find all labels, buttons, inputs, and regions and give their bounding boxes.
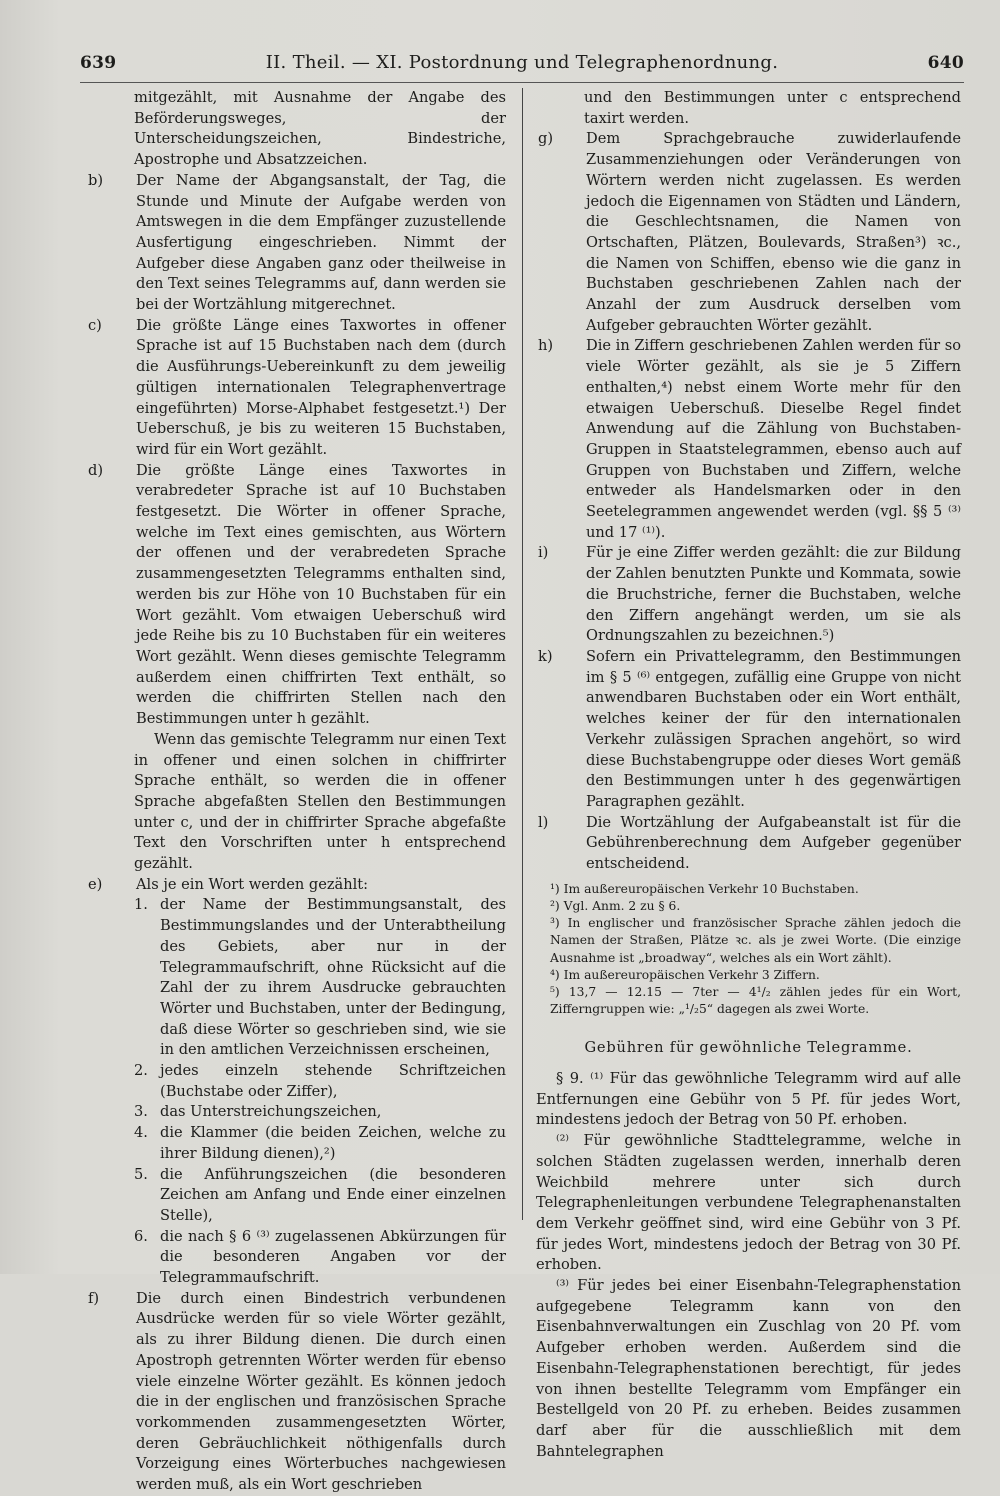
item-text: Die größte Länge eines Taxwortes in offener Sprache ist auf 15 Buchstaben nach dem (durch die Ausführungs-Uebereinkunft zu dem jeweilig gültigen internationalen Telegraphenvertrage eingeführten) Morse-Alphabet festgesetzt.¹) Der Ueberschuß, je bis zu weiteren 15 Buchstaben, wird für ein Wort gezählt. (136, 316, 506, 458)
item-d (86, 461, 506, 730)
list-item (86, 1123, 506, 1164)
footnote: ²) Vgl. Anm. 2 zu § 6. (550, 898, 681, 913)
item-label: i) (538, 544, 549, 562)
list-text: die Klammer (die beiden Zeichen, welche zu ihrer Bildung dienen),²) (160, 1124, 506, 1162)
header-rule (80, 82, 964, 83)
list-item (86, 895, 506, 1061)
item-label: l) (538, 813, 549, 831)
item-b (86, 171, 506, 316)
item-k (536, 647, 961, 813)
list-item (86, 1227, 506, 1289)
column-divider (522, 88, 523, 1220)
item-text: Sofern ein Privattelegramm, den Bestimmungen im § 5 ⁽⁶⁾ entgegen, zufällig eine Gruppe von nicht anwendbaren Buchstaben oder ein Wort enthält, welches keiner der für den internationalen Verkehr zulässigen Sprachen angehört, so wird diese Buchstabengruppe oder dieses Wort gemäß den Bestimmungen unter h des gegenwärtigen Paragraphen gezählt. (586, 647, 961, 810)
list-text: die Anführungszeichen (die besonderen Zeichen am Anfang und Ende einer einzelnen Stelle), (160, 1165, 506, 1224)
item-c (86, 316, 506, 461)
list-text: die nach § 6 ⁽³⁾ zugelassenen Abkürzungen für die besonderen Angaben vor der Telegrammaufschrift. (160, 1227, 506, 1287)
item-text: Die größte Länge eines Taxwortes in verabredeter Sprache ist auf 10 Buchstaben festgesetzt. Die Wörter in offener Sprache, welche im Text eines gemischten, aus Wörtern der offenen und der verabredeten Sprache zusammengesetzten Telegramms enthalten sind, werden bis zur Höhe von 10 Buchstaben für ein Wort gezählt. Vom etwaigen Ueberschuß wird jede Reihe bis zu 10 Buchstaben für ein weiteres Wort gezählt. Wenn dieses gemischte Telegramm außerdem einen chiffrirten Text enthält, so werden die chiffrirten Stellen nach den Bestimmungen unter h gezählt. (136, 461, 506, 728)
item-text: Dem Sprachgebrauche zuwiderlaufende Zusammenziehungen oder Veränderungen von Wörtern werden nicht zugelassen. Es werden jedoch die Eigennamen von Städten und Ländern, die Geschlechtsnamen, die Namen von Ortschaften, Plätzen, Boulevards, Straßen³) ꝛc., die Namen von Schiffen, ebenso wie die ganz in Buchstaben geschriebenen Zahlen nach der Anzahl der zum Ausdruck derselben vom Aufgeber gebrauchten Wörter gezählt. (586, 130, 961, 334)
paragraph-f-continued: und den Bestimmungen unter c entsprechend taxirt werden. (584, 89, 961, 127)
left-column (86, 88, 506, 1496)
item-text: Die in Ziffern geschriebenen Zahlen werden für so viele Wörter gezählt, als sie je 5 Ziffern enthalten,⁴) nebst einem Worte mehr für den etwaigen Ueberschuß. Dieselbe Regel findet Anwendung auf die Zählung von Buchstaben-Gruppen in Staatstelegrammen, ebenso auch auf Gruppen von Buchstaben und Ziffern, welche entweder als Handelsmarken oder in den Seetelegrammen angewendet werden (vgl. §§ 5 ⁽³⁾ und 17 ⁽¹⁾). (586, 337, 961, 541)
list-text: das Unterstreichungszeichen, (160, 1103, 382, 1121)
list-text: jedes einzeln stehende Schriftzeichen (Buchstabe oder Ziffer), (160, 1062, 506, 1100)
item-e-list (86, 895, 506, 1288)
section-9-paragraph-1: § 9. ⁽¹⁾ Für das gewöhnliche Telegramm wird auf alle Entfernungen eine Gebühr von 5 Pf. für jedes Wort, mindestens jedoch der Betrag von 50 Pf. erhoben. (536, 1070, 961, 1129)
list-number: 1. (134, 896, 148, 914)
item-text: Als je ein Wort werden gezählt: (136, 875, 369, 893)
item-text: Der Name der Abgangsanstalt, der Tag, die Stunde und Minute der Aufgabe werden von Amtswegen in die dem Empfänger zuzustellende Ausfertigung eingeschrieben. Nimmt der Aufgeber diese Angaben ganz oder theilweise in den Text seines Telegramms auf, dann werden sie bei der Wortzählung mitgerechnet. (136, 171, 506, 314)
running-title: II. Theil. — XI. Postordnung und Telegraphenordnung. (265, 52, 779, 73)
item-label: b) (88, 171, 104, 189)
item-label: g) (538, 130, 554, 148)
list-number: 5. (134, 1165, 148, 1183)
section-9-paragraph-3: ⁽³⁾ Für jedes bei einer Eisenbahn-Telegraphenstation aufgegebene Telegramm kann von den Eisenbahnverwaltungen ein Zuschlag von 20 Pf. vom Aufgeber erhoben werden. Außerdem sind die Eisenbahn-Telegraphenstationen berechtigt, für jedes von ihnen bestellte Telegramm vom Empfänger ein Bestellgeld von 20 Pf. zu erheben. Beides zusammen darf aber für die ausschließlich mit dem Bahntelegraphen (536, 1277, 961, 1460)
page-number-right: 640 (927, 53, 964, 73)
list-number: 2. (134, 1062, 148, 1080)
list-number: 3. (134, 1103, 148, 1121)
list-number: 6. (134, 1227, 148, 1245)
list-item (86, 1165, 506, 1227)
section-heading: Gebühren für gewöhnliche Telegramme. (584, 1039, 913, 1057)
item-label: d) (88, 461, 104, 479)
item-h (536, 336, 961, 543)
footnote: ⁴) Im außereuropäischen Verkehr 3 Ziffern. (550, 967, 820, 982)
item-e (86, 875, 506, 896)
item-text: Für je eine Ziffer werden gezählt: die zur Bildung der Zahlen benutzten Punkte und Kommata, sowie die Bruchstriche, ferner die Buchstaben, welche den Ziffern angehängt werden, um sie als Ordnungszahlen zu bezeichnen.⁵) (586, 544, 962, 645)
item-text: Die Wortzählung der Aufgabeanstalt ist für die Gebührenberechnung dem Aufgeber gegenüber entscheidend. (586, 813, 961, 873)
section-9-paragraph-2: ⁽²⁾ Für gewöhnliche Stadttelegramme, welche in solchen Städten zugelassen werden, innerhalb deren Weichbild mehrere unter sich durch Telegraphenleitungen verbundene Telegraphenanstalten dem Verkehr geöffnet sind, wird eine Gebühr von 3 Pf. für jedes Wort, mindestens jedoch der Betrag von 30 Pf. erhoben. (536, 1132, 961, 1274)
item-l (536, 813, 961, 875)
item-text: Die durch einen Bindestrich verbundenen Ausdrücke werden für so viele Wörter gezählt, als zu ihrer Bildung dienen. Die durch einen Apostroph getrennten Wörter werden für ebenso viele einzelne Wörter gezählt. Es können jedoch die in der englischen und französischen Sprache vorkommenden zusammengesetzten Wörter, deren Gebräuchlichkeit nöthigenfalls durch Vorzeigung eines Wörterbuches nachgewiesen werden muß, als ein Wort geschrieben (136, 1289, 506, 1494)
footnote: ⁵) 13,7 — 12.15 — 7ter — 4¹/₂ zählen jedes für ein Wort, Zifferngruppen wie: „¹/₂5“ dagegen als zwei Worte. (550, 984, 961, 1017)
list-text: der Name der Bestimmungsanstalt, des Bestimmungslandes und der Unterabtheilung des Gebiets, aber nur in der Telegrammaufschrift, ohne Rücksicht auf die Zahl der zu ihrem Ausdrucke gebrauchten Wörter und Buchstaben, unter der Bedingung, daß diese Wörter so geschrieben sind, wie sie in den amtlichen Verzeichnissen erscheinen, (160, 896, 506, 1059)
item-label: e) (88, 875, 103, 893)
list-item (86, 1102, 506, 1123)
item-label: f) (88, 1289, 100, 1307)
footnote: ³) In englischer und französischer Sprache zählen jedoch die Namen der Straßen, Plätze ꝛc. als je zwei Worte. (Die einzige Ausnahme ist „broadway“, welches als ein Wort zählt). (550, 916, 961, 965)
page-number-left: 639 (80, 53, 117, 73)
page-header (80, 52, 964, 82)
footnotes (536, 881, 961, 1019)
list-item (86, 1061, 506, 1102)
item-label: k) (538, 647, 553, 665)
item-d-paragraph-2: Wenn das gemischte Telegramm nur einen Text in offener und einen solchen in chiffrirter Sprache enthält, so werden die in offener Sprache abgefaßten Stellen den Bestimmungen unter c, und der in chiffrirter Sprache abgefaßte Text den Vorschriften unter h entsprechend gezählt. (134, 730, 506, 873)
item-f (86, 1289, 506, 1496)
item-label: h) (538, 337, 554, 355)
paragraph-a-continued: mitgezählt, mit Ausnahme der Angabe des Beförderungsweges, der Unterscheidungszeichen, Bindestriche, Apostrophe und Absatzzeichen. (134, 89, 506, 169)
item-label: c) (88, 316, 102, 334)
item-i (536, 543, 961, 647)
list-number: 4. (134, 1124, 148, 1142)
footnote: ¹) Im außereuropäischen Verkehr 10 Buchstaben. (550, 881, 859, 896)
right-column (536, 88, 961, 1462)
item-g (536, 129, 961, 336)
